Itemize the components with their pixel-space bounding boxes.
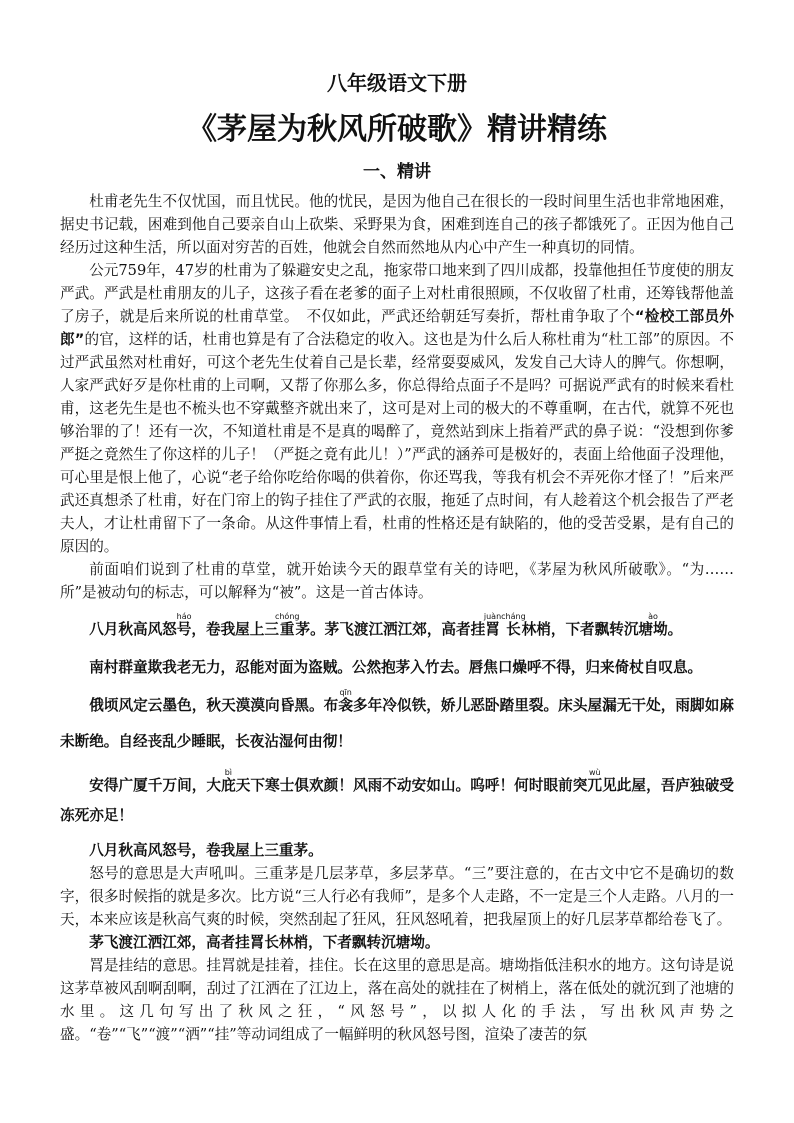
poem-text: 茅。茅飞渡江洒江郊，高者挂: [295, 621, 486, 638]
grade-heading: 八年级语文下册: [327, 71, 467, 95]
explain-heading-1: 八月秋高风怒号，卷我屋上三重茅。: [89, 842, 323, 859]
paragraph-history-part2: 的官，这样的话，杜甫也算是有了合法稳定的收入。这也是为什么后人称杜甫为“杜工部”的原因。不过严武虽然对杜甫好，可这个老先生仗着自己是长辈，经常耍耍威风，发发自己大诗人的脾气。你想啊，人家严武好歹是你杜甫的上司啊，又帮了你那么多，你总得给点面子不是吗？可据说严武有的时候来看杜甫，这老先生是也不梳头也不穿戴整齐就出来了，这可是对上司的极大的不尊重啊，在古代，就算不死也够治罪的了！还有一次，不知道杜甫是不是真的喝醉了，竟然站到床上指着严武的鼻子说：“没想到你爹严挺之竟然生了你这样的儿子！（严挺之竟有此儿！）”严武的涵养可是极好的，表面上给他面子没理他，可心里是恨上他了，心说“老子给你吃给你喝的供着你，你还骂我，等我有机会不弄死你才怪了！”后来严武还真想杀了杜甫，好在门帘上的钩子挂住了严武的衣服，拖延了点时间，有人趁着这个机会报告了严老夫人，才让杜甫留下了一条命。从这件事情上看，杜甫的性格还是有缺陷的，他的受苦受累，是有自己的原因的。: [60, 331, 735, 555]
poem-text: 俄顷风定云墨色，秋天漠漠向昏黑。布: [89, 697, 339, 714]
paragraph-transition: 前面咱们说到了杜甫的草堂，就开始读今天的跟草堂有关的诗吧，《茅屋为秋风所破歌》。“为……所”是被动句的标志，可以解释为“被”。这是一首古体诗。: [60, 561, 734, 601]
pinyin-annotation: 罥juàn: [483, 612, 502, 638]
pinyin-annotation: 衾qīn: [338, 688, 353, 714]
pinyin-annotation: 长cháng: [501, 612, 526, 638]
pinyin-annotation: 兀wù: [587, 768, 603, 794]
poem-text: 多年冷似铁，娇儿恶卧踏里裂。床头屋漏无干处，雨脚如麻未断绝。自经丧乱少睡眠，长夜沾湿何由彻！: [60, 697, 734, 750]
paragraph-history-part1: 公元759年，47岁的杜甫为了躲避安史之乱，拖家带口地来到了四川成都，投靠他担任节度使的朋友严武。严武是杜甫朋友的儿子，这孩子看在老爹的面子上对杜甫很照顾，不仅收留了杜甫，还筹钱帮他盖了房子，就是后来所说的杜甫草堂。 不仅如此，严武还给朝廷写奏折，帮杜甫争取了个: [60, 262, 734, 325]
poem-text: 安得广厦千万间，大: [89, 777, 222, 794]
paragraph-intro: 杜甫老先生不仅忧国，而且忧民。他的忧民，是因为他自己在很长的一段时间里生活也非常地困难，据史书记载，困难到他自己要亲自山上砍柴、采野果为食，困难到连自己的孩子都饿死了。正因为他自己经历过这种生活，所以面对穷苦的百姓，他就会自然而然地从内心中产生一种真切的同情。: [60, 193, 734, 256]
pinyin-annotation: 重chóng: [274, 612, 300, 638]
poem-stanza-1: [60, 612, 734, 648]
poem-text: 林梢，下者飘转沉: [521, 621, 639, 638]
poem-stanza-4: [60, 768, 734, 831]
poem-stanza-2: 南村群童欺我老无力，忍能对面为盗贼。公然抱茅入竹去。唇焦口燥呼不得，归来倚杖自叹息。: [89, 659, 703, 676]
section-heading: 一、精讲: [363, 162, 431, 182]
poem-stanza-3: [60, 688, 734, 760]
poem-text: 八月秋高风怒: [89, 621, 177, 638]
pinyin-annotation: 庇bì: [221, 768, 236, 794]
poem-text: 。: [667, 621, 683, 638]
poem-text: 见此屋，吾庐独破受冻死亦足！: [60, 777, 734, 824]
document-title: 《茅屋为秋风所破歌》精讲精练: [187, 112, 607, 147]
explain-text-1: 怒号的意思是大声吼叫。三重茅是几层茅草，多层茅草。“三”要注意的，在古文中它不是确切的数字，很多时候指的就是多次。比方说“三人行必有我师”，是多个人走路，不一定是三个人走路。八月的一天，本来应该是秋高气爽的时候，突然刮起了狂风，狂风怒吼着，把我屋顶上的好几层茅草都给卷飞了。: [60, 865, 734, 928]
poem-text: 天下寒士俱欢颜！风雨不动安如山。呜呼！何时眼前突: [235, 777, 588, 794]
explain-text-2: 罥是挂结的意思。挂罥就是挂着，挂住。长在这里的意思是高。塘坳指低洼积水的地方。这句诗是说这茅草被风刮啊刮啊，刮过了江洒在了江边上，落在高处的就挂在了树梢上，落在低处的就沉到了池塘的水里。这几句写出了秋风之狂，“风怒号”，以拟人化的手法，写出秋风声势之盛。“卷”“飞”“渡”“洒”“挂”等动词组成了一幅鲜明的秋风怒号图，渲染了凄苦的氛: [60, 957, 734, 1043]
poem-text: ，卷我屋上三: [191, 621, 279, 638]
pinyin-annotation: 塘坳ào: [638, 612, 668, 638]
paragraph-history: [60, 259, 734, 558]
official-title: “检校工部员外郎”: [60, 308, 734, 348]
explain-heading-2: 茅飞渡江洒江郊，高者挂罥长林梢，下者飘转沉塘坳。: [89, 934, 440, 951]
pinyin-annotation: 号háo: [176, 612, 192, 638]
